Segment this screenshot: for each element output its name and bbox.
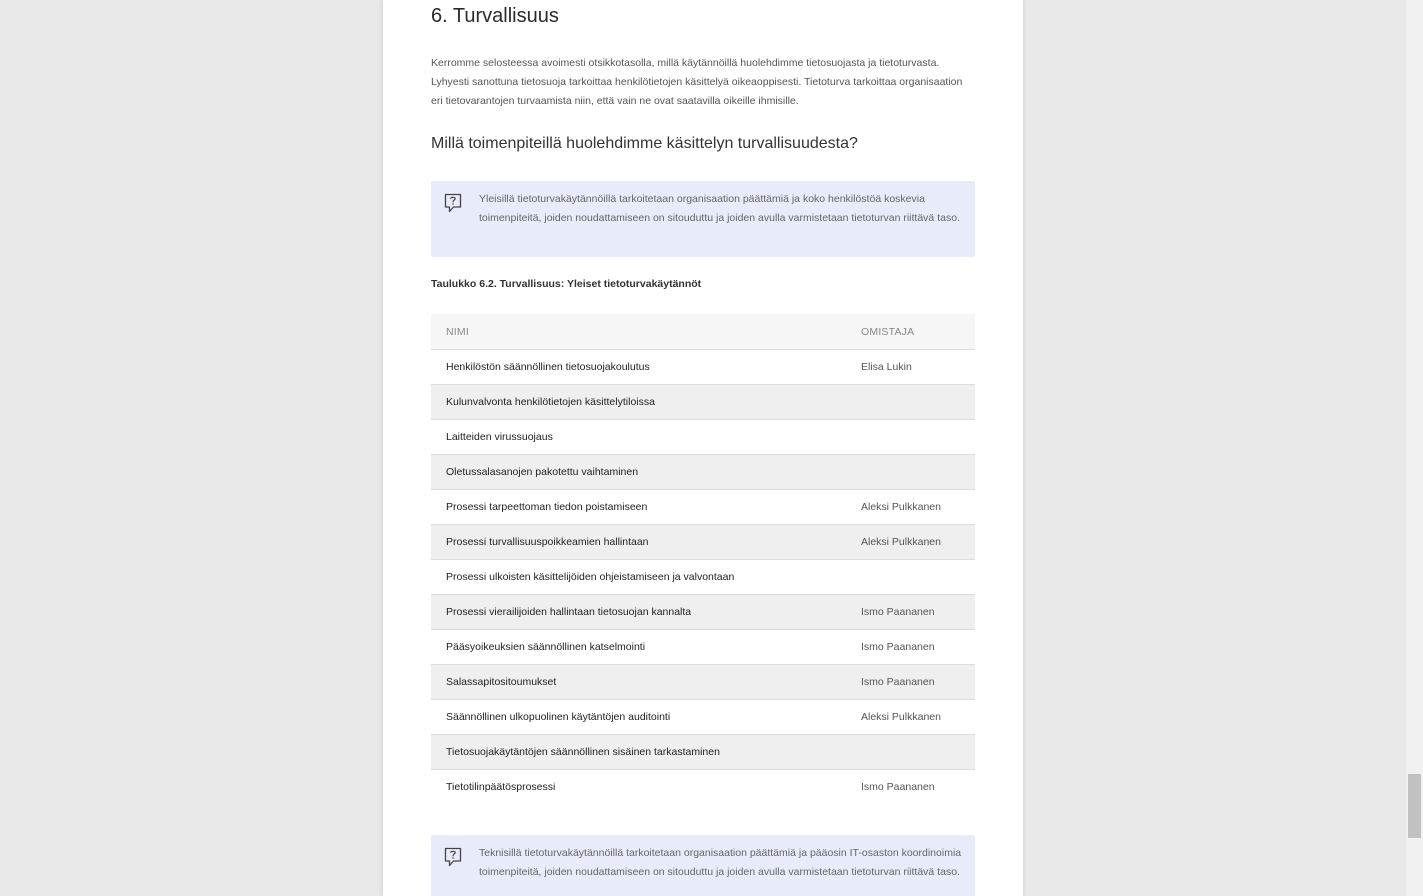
row-name: Tietotilinpäätösprosessi <box>446 781 556 793</box>
row-name: Oletussalasanojen pakotettu vaihtaminen <box>431 455 853 490</box>
column-header-owner[interactable]: OMISTAJA <box>853 314 975 350</box>
document-page <box>383 0 1023 896</box>
info-box-general <box>431 181 975 257</box>
row-owner: Aleksi Pulkkanen <box>853 700 975 735</box>
row-owner: Aleksi Pulkkanen <box>853 525 975 560</box>
row-name: Säännöllinen ulkopuolinen käytäntöjen auditointi <box>431 700 853 735</box>
table-row <box>431 560 975 595</box>
table-row <box>431 350 975 385</box>
row-owner: Aleksi Pulkkanen <box>853 490 975 525</box>
row-owner: Elisa Lukin <box>853 350 975 385</box>
section-subtitle: Millä toimenpiteillä huolehdimme käsittelyn turvallisuudesta? <box>431 135 858 152</box>
table-row <box>431 385 975 420</box>
row-owner <box>853 560 975 595</box>
info-box-text: Yleisillä tietoturvakäytännöillä tarkoitetaan organisaation päättämiä ja koko henkilöstöä koskevia toimenpiteitä, joiden noudattamiseen on sitouduttu ja joiden avulla varmistetaan tietoturvan riittävä taso. <box>479 193 960 224</box>
row-owner <box>853 420 975 455</box>
column-header-name[interactable]: NIMI <box>431 314 853 350</box>
table-header-row <box>431 314 975 350</box>
info-box-text: Teknisillä tietoturvakäytännöillä tarkoitetaan organisaation päättämiä ja pääosin IT-osaston koordinoimia toimenpiteitä, joiden noudattamiseen on sitouduttu ja joiden avulla varmistetaan tietoturvan riittävä taso. <box>479 847 962 878</box>
table-row <box>431 630 975 665</box>
info-box-technical <box>431 835 975 896</box>
table-row <box>431 770 975 805</box>
row-owner: Ismo Paananen <box>861 781 935 793</box>
table-row <box>431 735 975 770</box>
row-name: Salassapitositoumukset <box>431 665 853 700</box>
row-name: Tietosuojakäytäntöjen säännöllinen sisäinen tarkastaminen <box>431 735 853 770</box>
row-owner: Ismo Paananen <box>853 665 975 700</box>
table-caption: Taulukko 6.2. Turvallisuus: Yleiset tietoturvakäytännöt <box>431 278 702 290</box>
table-row <box>431 700 975 735</box>
table-row <box>431 525 975 560</box>
row-name: Prosessi tarpeettoman tiedon poistamiseen <box>431 490 853 525</box>
section-intro: Kerromme selosteessa avoimesti otsikkotasolla, millä käytännöillä huolehdimme tietosuojasta ja tietoturvasta. Lyhyesti sanottuna tietosuoja tarkoittaa henkilötietojen käsittelyä oikeaoppisesti. Tietoturva tarkoittaa organisaation eri tietovarantojen turvaamista niin, että vain ne ovat saatavilla oikeille ihmisille. <box>431 57 963 107</box>
table-row <box>431 420 975 455</box>
row-owner: Ismo Paananen <box>853 630 975 665</box>
table-row <box>431 490 975 525</box>
help-speech-icon <box>444 847 462 867</box>
row-name: Laitteiden virussuojaus <box>431 420 853 455</box>
row-name: Prosessi ulkoisten käsittelijöiden ohjeistamiseen ja valvontaan <box>431 560 853 595</box>
table-row <box>431 455 975 490</box>
table-row <box>431 595 975 630</box>
security-practices-table <box>431 314 975 804</box>
row-owner: Ismo Paananen <box>853 595 975 630</box>
scrollbar-thumb[interactable] <box>1408 774 1421 838</box>
vertical-scrollbar[interactable] <box>1406 0 1423 896</box>
row-name: Prosessi turvallisuuspoikkeamien hallintaan <box>431 525 853 560</box>
row-owner <box>853 735 975 770</box>
row-name: Kulunvalvonta henkilötietojen käsittelytiloissa <box>431 385 853 420</box>
row-owner <box>853 455 975 490</box>
row-name: Pääsyoikeuksien säännöllinen katselmointi <box>431 630 853 665</box>
section-title: 6. Turvallisuus <box>431 5 559 27</box>
row-name: Henkilöstön säännöllinen tietosuojakoulutus <box>431 350 853 385</box>
table-row <box>431 665 975 700</box>
row-name: Prosessi vierailijoiden hallintaan tietosuojan kannalta <box>431 595 853 630</box>
help-speech-icon <box>444 193 462 213</box>
row-owner <box>853 385 975 420</box>
